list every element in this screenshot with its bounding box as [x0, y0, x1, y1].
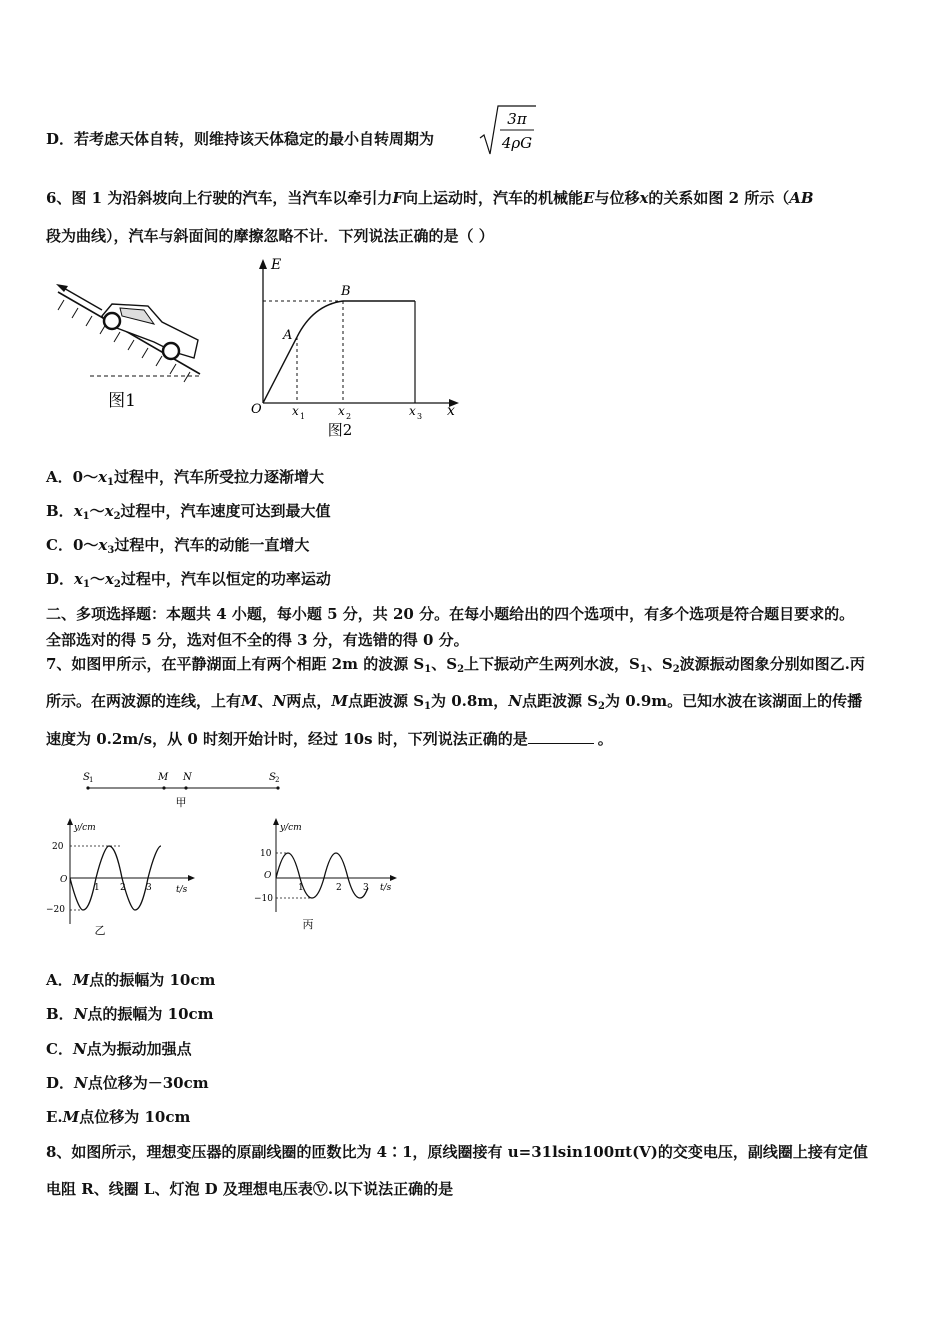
option-text: 过程中，汽车的动能一直增大: [114, 536, 310, 554]
var-M: M: [72, 971, 90, 989]
y-top-label: 20: [52, 842, 64, 852]
section-2-header-line2: [46, 629, 469, 650]
point-a-label: A: [283, 328, 293, 343]
q7-stem-line3: [46, 728, 613, 749]
figure-yi-caption: 乙: [94, 924, 106, 937]
y-axis-label: y/cm: [74, 823, 96, 833]
y-bottom-label: −20: [46, 905, 65, 915]
var-N: N: [73, 1005, 88, 1023]
label-s2: S: [269, 772, 276, 783]
t-axis-label: t/s: [176, 885, 188, 895]
option-label: D．: [46, 570, 75, 588]
tick-1: 1: [94, 883, 100, 893]
var-F: F: [392, 189, 403, 207]
figure-bing-vibration-graph: [250, 812, 410, 937]
label-s1: S: [83, 772, 90, 783]
q7-text: 上下振动产生两列水波，S: [464, 655, 640, 673]
t-axis-label: t/s: [380, 883, 392, 893]
q7-text: 所示。在两波源的连线，上有: [46, 692, 242, 710]
q7-option-c: [46, 1038, 192, 1059]
subscript: 3: [107, 545, 115, 556]
subscript: 2: [672, 664, 680, 675]
tick-x3: x: [409, 404, 416, 418]
var-M: M: [62, 1108, 80, 1126]
var-x: x: [104, 570, 114, 588]
q6-text: 段为曲线），汽车与斜面间的摩擦忽略不计．下列说法正确的是（ ）: [46, 227, 494, 245]
subscript: 1: [82, 579, 90, 590]
tick-x1: x: [292, 404, 299, 418]
tick-x1-sub: 1: [300, 412, 306, 421]
var-x: x: [74, 570, 83, 588]
option-text: 点位移为－30cm: [87, 1074, 209, 1092]
figure-bing-caption: 丙: [302, 918, 314, 931]
var-N: N: [72, 1040, 87, 1058]
q7-text: 、S: [646, 655, 673, 673]
subscript: 1: [639, 664, 647, 675]
option-label: A．: [46, 971, 73, 989]
q8-stem-line1: [46, 1141, 868, 1162]
subscript: 2: [457, 664, 465, 675]
y-axis-arrow: [259, 259, 267, 269]
car-icon: [102, 304, 198, 359]
q6-stem-line2: [46, 225, 494, 246]
q7-text: 速度为 0.2m/s，从 0 时刻开始计时，经过 10s 时，下列说法正确的是: [46, 730, 528, 748]
option-label: A．0～: [46, 468, 99, 486]
q7-option-e: [46, 1106, 190, 1127]
subscript: 1: [107, 477, 114, 488]
tilde: ～: [89, 570, 105, 588]
figure-jia-caption: 甲: [175, 796, 187, 809]
var-N: N: [74, 1074, 88, 1092]
q7-option-b: [46, 1003, 214, 1024]
tick-x3-sub: 3: [417, 412, 423, 421]
option-text: 点位移为 10cm: [79, 1108, 191, 1126]
option-label: C．0～: [46, 536, 99, 554]
var-M: M: [241, 692, 258, 710]
y-axis-label: y/cm: [280, 823, 302, 833]
tilde: ～: [89, 502, 105, 520]
q7-text: 、: [257, 692, 273, 710]
option-text: 点的振幅为 10cm: [87, 1005, 214, 1023]
tick-2: 2: [336, 883, 342, 893]
line-o-to-a: [263, 337, 297, 403]
var-x: x: [98, 468, 108, 486]
section-text: 二、多项选择题：本题共 4 小题，每小题 5 分，共 20 分。在每小题给出的四个选项中，有多个选项是符合题目要求的。: [46, 605, 855, 623]
tick-3: 3: [146, 883, 152, 893]
figure-2-caption: 图2: [327, 421, 353, 439]
q7-text: 。: [597, 730, 613, 748]
q6-option-c: [46, 534, 309, 556]
q6-text: 的关系如图 2 所示（: [648, 189, 790, 207]
y-axis-arrow: [67, 818, 73, 825]
option-text: 过程中，汽车所受拉力逐渐增大: [114, 468, 325, 486]
var-N: N: [272, 692, 287, 710]
section-text: 全部选对的得 5 分，选对但不全的得 3 分，有选错的得 0 分。: [46, 631, 469, 649]
y-top-label: 10: [260, 849, 272, 859]
section-2-header-line1: [46, 603, 854, 624]
answer-blank: [528, 731, 594, 744]
tick-2: 2: [120, 883, 126, 893]
t-axis-arrow: [188, 875, 195, 881]
tick-1: 1: [298, 883, 304, 893]
figure-1-caption: 图1: [108, 391, 136, 411]
figure-jia-wave-sources: [80, 766, 290, 810]
label-s2-sub: 2: [275, 776, 280, 784]
force-arrow-head: [56, 284, 68, 292]
option-label: B．: [46, 502, 74, 520]
formula-denominator: 4ρG: [501, 134, 533, 152]
label-n: N: [183, 772, 192, 783]
axis-label-e: E: [271, 257, 282, 273]
var-AB: AB: [789, 189, 814, 207]
q6-option-b: [46, 500, 331, 522]
q7-option-d: [46, 1072, 209, 1093]
q6-stem-line1: [46, 187, 814, 208]
figure-2-energy-graph: [245, 255, 475, 440]
option-text: 点为振动加强点: [86, 1040, 192, 1058]
subscript: 1: [424, 664, 432, 675]
q7-text: 、S: [431, 655, 458, 673]
y-bottom-label: −10: [254, 894, 273, 904]
tick-x2-sub: 2: [346, 412, 352, 421]
q7-stem-line1: [46, 653, 865, 675]
t-axis-arrow: [390, 875, 397, 881]
option-text: 过程中，汽车速度可达到最大值: [120, 502, 331, 520]
q6-text: 向上运动时，汽车的机械能: [402, 189, 583, 207]
option-text: 过程中，汽车以恒定的功率运动: [120, 570, 331, 588]
axis-label-x: x: [447, 403, 455, 419]
var-x: x: [73, 502, 83, 520]
q6-option-a: [46, 466, 324, 488]
figure-1-car-on-slope: [50, 278, 210, 418]
q7-text: 7、如图甲所示，在平静湖面上有两个相距 2m 的波源 S: [46, 655, 425, 673]
subscript: 2: [113, 579, 121, 590]
q7-stem-line2: [46, 690, 862, 712]
q7-text: 两点，: [286, 692, 332, 710]
y-axis-arrow: [273, 818, 279, 825]
q6-text: 6、图 1 为沿斜坡向上行驶的汽车，当汽车以牵引力: [46, 189, 393, 207]
origin-label: O: [264, 871, 272, 881]
label-m: M: [158, 772, 169, 783]
label-s1-sub: 1: [89, 776, 94, 784]
point-b-label: B: [341, 284, 351, 299]
option-text: 点的振幅为 10cm: [89, 971, 216, 989]
var-x: x: [639, 189, 649, 207]
q6-text: 与位移: [594, 189, 640, 207]
q7-text: 为 0.8m，: [431, 692, 509, 710]
option-label: B．: [46, 1005, 74, 1023]
sqrt-formula: [478, 102, 538, 158]
q5-option-d-text: D．若考虑天体自转，则维持该天体稳定的最小自转周期为: [46, 130, 435, 148]
q8-stem-line2: [46, 1178, 453, 1199]
option-label: C．: [46, 1040, 73, 1058]
tick-x2: x: [338, 404, 345, 418]
formula-numerator: 3π: [507, 110, 527, 128]
subscript: 2: [113, 511, 121, 522]
q7-text: 点距波源 S: [521, 692, 598, 710]
subscript: 2: [598, 701, 605, 712]
var-x: x: [98, 536, 108, 554]
curve-a-to-b: [297, 301, 343, 337]
figure-yi-vibration-graph: [40, 812, 205, 937]
subscript: 1: [424, 701, 432, 712]
subscript: 1: [82, 511, 90, 522]
q7-option-a: [46, 969, 215, 990]
var-M: M: [331, 692, 348, 710]
q5-option-d: [46, 128, 434, 149]
q7-text: 波源振动图象分别如图乙.丙: [679, 655, 865, 673]
var-x: x: [104, 502, 114, 520]
option-label: E.: [46, 1108, 63, 1126]
var-N: N: [508, 692, 522, 710]
wave-curve: [276, 853, 368, 898]
q7-text: 为 0.9m。已知水波在该湖面上的传播: [604, 692, 863, 710]
q7-text: 点距波源 S: [347, 692, 425, 710]
q8-text: 8、如图所示，理想变压器的原副线圈的匝数比为 4∶1，原线圈接有 u=31lsin100πt(V)的交变电压，副线圈上接有定值: [46, 1143, 868, 1161]
origin-label: O: [251, 402, 262, 417]
q6-option-d: [46, 568, 331, 590]
tick-3: 3: [363, 883, 369, 893]
origin-label: O: [60, 875, 68, 885]
q8-text: 电阻 R、线圈 L、灯泡 D 及理想电压表Ⓥ.以下说法正确的是: [46, 1180, 454, 1198]
var-E: E: [583, 189, 595, 207]
option-label: D．: [46, 1074, 75, 1092]
